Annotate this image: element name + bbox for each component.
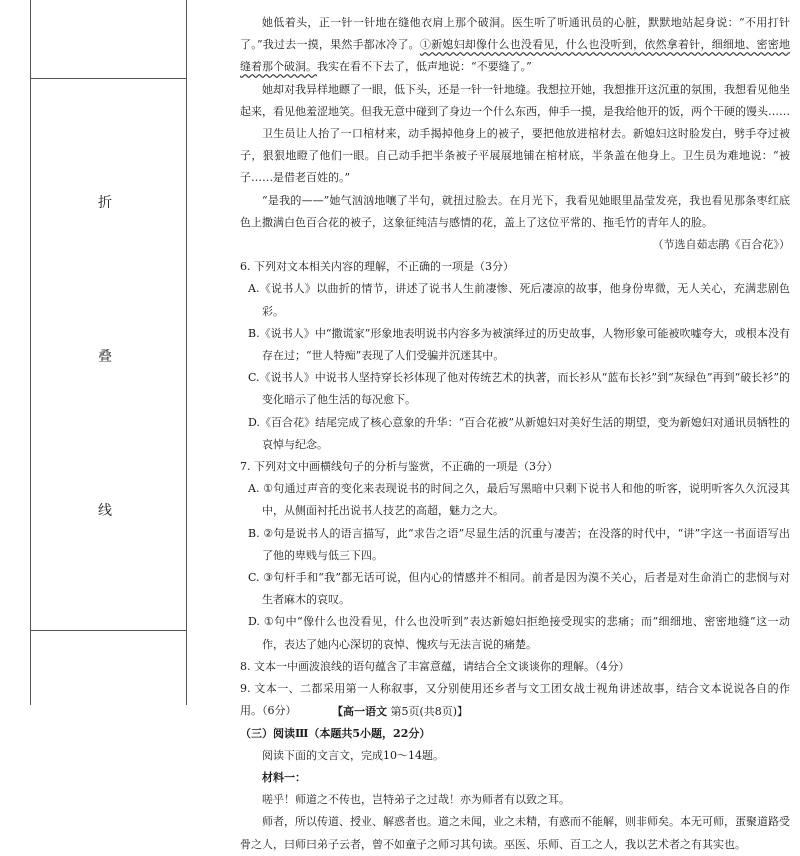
question-6-option-b: B.《说书人》中“撒谎家”形象地表明说书内容多为被演绎过的历史故事，人物形象可能被吹嘘夸大，或根本没有存在过；“世人特痴”表现了人们受骗并沉迷其中。: [248, 326, 790, 363]
fold-line-char-3: 线: [98, 503, 112, 519]
fold-line-char-2: 叠: [98, 349, 112, 365]
margin-divider-bottom: [31, 630, 186, 631]
wavy-underlined-sentence: ①新媳妇却像什么也没看见，什么也没听到，依然拿着针，细细地、密密地缝着那个破洞。: [240, 38, 791, 74]
question-6-option-c: C.《说书人》中说书人坚持穿长衫体现了他对传统艺术的执著，而长衫从“蓝布长衫”到“灰绿色”再到“破长衫”的变化暗示了他生活的每况愈下。: [248, 371, 790, 407]
question-7-option-a: A. ①句通过声音的变化来表现说书的时间之久，最后写黑暗中只剩下说书人和他的听客，说明听客久久沉浸其中，从侧面衬托出说书人技艺的高超，魅力之大。: [248, 482, 790, 518]
question-6-option-d: D.《百合花》结尾完成了核心意象的升华：“百合花被”从新媳妇对美好生活的期望，变为新媳妇对通讯员牺牲的哀悼与纪念。: [248, 415, 790, 451]
page-footer: [0, 703, 800, 719]
footer-page: 第5页(共8页)】: [390, 705, 469, 718]
exam-content: [240, 12, 790, 856]
story-paragraph-4: “是我的——”她气汹汹地嚷了半句，就扭过脸去。在月光下，我看见她眼里晶莹发亮，我也看见那条枣红底色上撒满白色百合花的被子，这象征纯洁与感情的花，盖上了这位平常的、拖毛竹的青年人的脸。: [240, 193, 790, 229]
question-7-option-d: D. ①句中“像什么也没看见，什么也没听到”表达新媳妇拒绝接受现实的悲痛；而“细细地、密密地缝”这一动作，表达了她内心深切的哀悼、愧疚与无法言说的痛楚。: [248, 615, 790, 651]
question-6-option-a: A.《说书人》以曲折的情节，讲述了说书人生前凄惨、死后凄凉的故事，他身份卑微，无人关心，充满悲剧色彩。: [248, 282, 790, 318]
question-9: 9. 文本一、二都采用第一人称叙事，又分别使用还乡者与文工团女战士视角讲述故事，结合文本说说各自的作用。（6分）: [240, 682, 790, 718]
question-7-option-c: C. ③句杆手和“我”都无话可说，但内心的情感并不相同。前者是因为漠不关心，后者是对生命消亡的悲悯与对生者麻木的哀叹。: [248, 571, 790, 607]
question-7-option-b: B. ②句是说书人的语言描写，此“求告之语”尽显生活的沉重与凄苦；在没落的时代中，“讲”字这一书面语写出了他的卑贱与低三下四。: [248, 526, 790, 562]
section-3-heading: （三）阅读Ⅲ（本题共5小题，22分）: [240, 726, 431, 740]
question-8: 8. 文本一中画波浪线的语句蕴含了丰富意蕴，请结合全文谈谈你的理解。（4分）: [240, 659, 630, 673]
margin-divider-top: [31, 78, 186, 79]
question-7-stem: 7. 下列对文中画横线句子的分析与鉴赏，不正确的一项是（3分）: [240, 460, 558, 474]
story-paragraph-3: 卫生员让人抬了一口棺材来，动手揭掉他身上的被子，要把他放进棺材去。新媳妇这时脸发白，劈手夺过被子，狠狠地瞪了他们一眼。自己动手把半条被子平展展地铺在棺材底，半条盖在他身上。卫生员为难地说：“被子……是借老百姓的。”: [240, 127, 790, 185]
story-paragraph-1: 她低着头，正一针一针地在缝他衣肩上那个破洞。医生听了听通讯员的心脏，默默地站起身说：“不用打针了。”我过去一摸，果然手都冰冷了。①新媳妇却像什么也没看见，什么也没听到，依然拿着针，细细地、密密地缝着那个破洞。我实在看不下去了，低声地说：“不要缝了。”: [240, 16, 791, 74]
story-paragraph-2: 她却对我异样地瞟了一眼，低下头，还是一针一针地缝。我想拉开她，我想推开这沉重的氛围，我想看见他坐起来，看见他羞涩地笑。但我无意中碰到了身边一个什么东西，伸手一摸，是我给他开的饭，两个干硬的馒头……: [240, 82, 790, 118]
material-1-paragraph-1: 嗟乎！师道之不传也，岂特弟子之过哉！亦为师者有以致之耳。: [262, 793, 570, 807]
footer-title: 【高一语文: [331, 705, 387, 718]
question-6-stem: 6. 下列对文本相关内容的理解，不正确的一项是（3分）: [240, 260, 514, 274]
story-source: （节选自茹志鹃《百合花》）: [652, 238, 790, 252]
fold-line-char-1: 折: [98, 195, 112, 211]
section-3-instruction: 阅读下面的文言文，完成10～14题。: [262, 748, 444, 762]
material-1-label: 材料一：: [262, 770, 306, 784]
material-1-paragraph-2: 师者，所以传道、授业、解惑者也。道之未闻，业之未精，有惑而不能解，则非师矣。本无可师，蛋聚道路受骨之人，曰师曰弟子云者，曾不如童子之师习其句读。巫医、乐师、百工之人，我以艺术者之有其实也。: [240, 815, 790, 851]
